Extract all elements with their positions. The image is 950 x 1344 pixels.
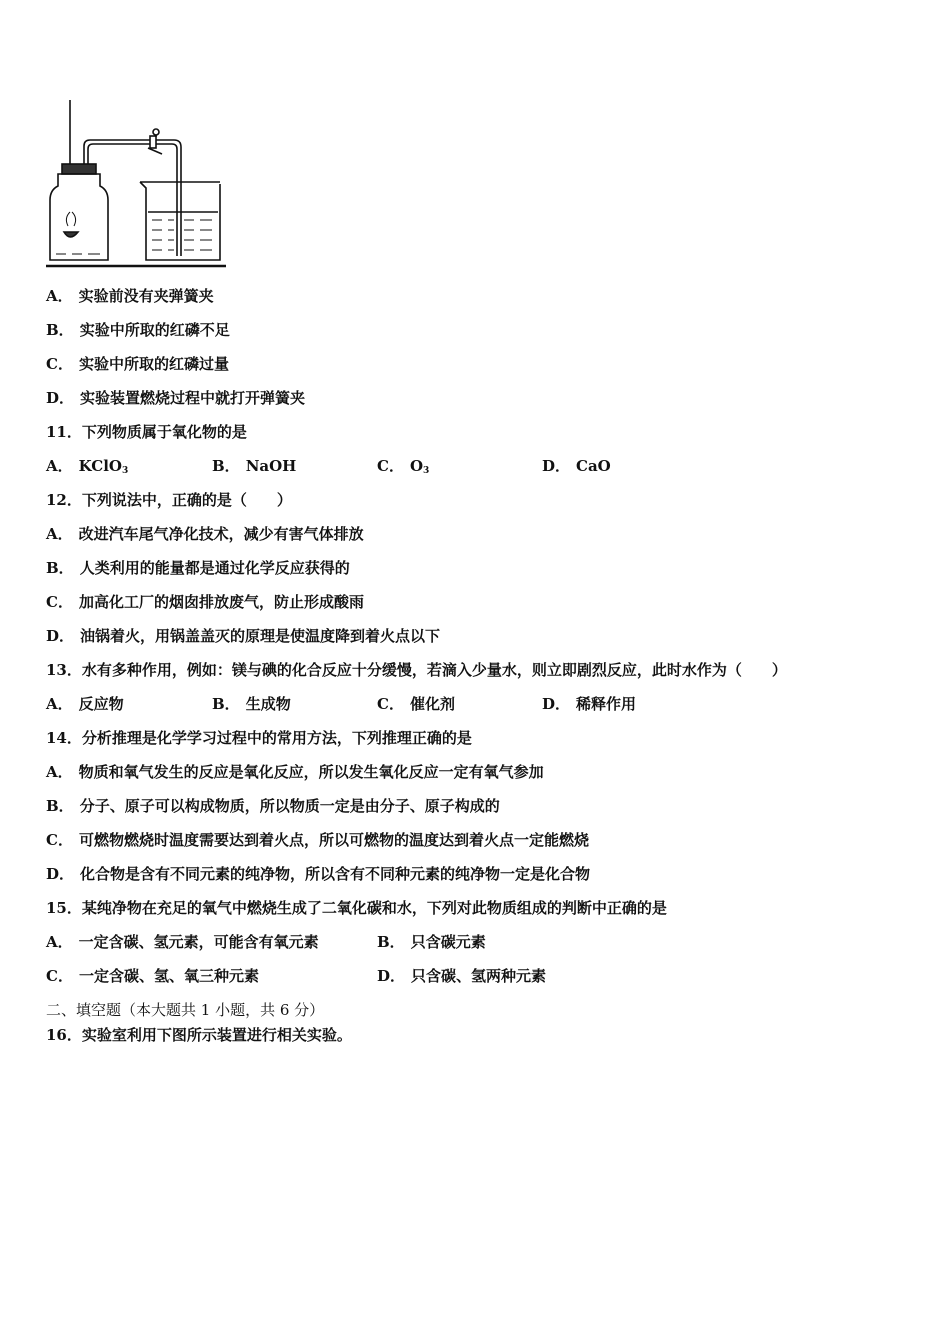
- option-text: 实验前没有夹弹簧夹: [78, 287, 214, 305]
- q11-stem: 11．下列物质属于氧化物的是: [46, 423, 247, 441]
- option-text: NaOH: [245, 457, 297, 475]
- q11-option-d: [542, 456, 611, 476]
- option-text: 物质和氧气发生的反应是氧化反应，所以发生氧化反应一定有氧气参加: [78, 763, 544, 781]
- option-label: A．: [46, 525, 73, 543]
- option-text: 分子、原子可以构成物质，所以物质一定是由分子、原子构成的: [79, 797, 500, 815]
- q12-stem: 12．下列说法中，正确的是（ ）: [46, 491, 292, 509]
- q13-option-b: [212, 694, 291, 714]
- option-text: 加高化工厂的烟囱排放废气，防止形成酸雨: [78, 593, 364, 611]
- option-label: A．: [46, 695, 73, 713]
- option-text: 实验中所取的红磷不足: [79, 321, 230, 339]
- option-label: B．: [46, 559, 74, 577]
- q11-option-c: [377, 456, 429, 481]
- q15-stem: 15．某纯净物在充足的氧气中燃烧生成了二氧化碳和水，下列对此物质组成的判断中正确的是: [46, 899, 667, 917]
- option-text: 实验中所取的红磷过量: [78, 355, 229, 373]
- option-text: 一定含碳、氢元素，可能含有氧元素: [78, 933, 319, 951]
- option-label: C．: [46, 967, 73, 985]
- option-label: C．: [46, 831, 73, 849]
- q14-option-d: [46, 864, 590, 884]
- option-label: C．: [377, 457, 404, 475]
- option-label: A．: [46, 933, 73, 951]
- option-text: 反应物: [78, 695, 124, 713]
- option-label: B．: [212, 457, 240, 475]
- q10-option-c: [46, 354, 229, 374]
- option-text: 只含碳、氢两种元素: [411, 967, 547, 985]
- q10-option-b: [46, 320, 230, 340]
- q13-option-c: [377, 694, 455, 714]
- q14-stem: 14．分析推理是化学学习过程中的常用方法，下列推理正确的是: [46, 729, 472, 747]
- section-2-title: 二、填空题（本大题共 1 小题，共 6 分）: [46, 1001, 325, 1019]
- option-text: 实验装置燃烧过程中就打开弹簧夹: [80, 389, 306, 407]
- apparatus-figure: [44, 96, 234, 272]
- option-text: 只含碳元素: [410, 933, 486, 951]
- q15-option-c: [46, 966, 259, 986]
- q12-option-b: [46, 558, 350, 578]
- option-label: D．: [377, 967, 406, 985]
- option-label: A．: [46, 457, 73, 475]
- option-label: B．: [46, 797, 74, 815]
- option-label: C．: [377, 695, 404, 713]
- option-label: D．: [542, 457, 571, 475]
- option-label: D．: [46, 627, 75, 645]
- q12-option-d: [46, 626, 440, 646]
- q10-option-d: [46, 388, 305, 408]
- option-text: 生成物: [245, 695, 291, 713]
- option-label: A．: [46, 287, 73, 305]
- q13-option-a: [46, 694, 124, 714]
- option-label: C．: [46, 355, 73, 373]
- option-text: CaO: [576, 457, 611, 475]
- option-text: 油锅着火，用锅盖盖灭的原理是使温度降到着火点以下: [80, 627, 441, 645]
- q10-option-a: [46, 286, 214, 306]
- q14-option-a: [46, 762, 544, 782]
- q13-option-d: [542, 694, 636, 714]
- option-text: 一定含碳、氢、氧三种元素: [78, 967, 259, 985]
- option-label: B．: [377, 933, 405, 951]
- option-text: O: [409, 457, 424, 475]
- q12-option-c: [46, 592, 364, 612]
- option-label: B．: [212, 695, 240, 713]
- q14-option-c: [46, 830, 589, 850]
- option-label: D．: [46, 389, 75, 407]
- q11-option-b: [212, 456, 296, 476]
- q15-option-a: [46, 932, 319, 952]
- q15-option-b: [377, 932, 486, 952]
- option-text: 人类利用的能量都是通过化学反应获得的: [79, 559, 350, 577]
- q13-stem: 13．水有多种作用，例如：镁与碘的化合反应十分缓慢，若滴入少量水，则立即剧烈反应，此时水作为（ ）: [46, 661, 787, 679]
- option-label: D．: [46, 865, 75, 883]
- q15-option-d: [377, 966, 546, 986]
- option-label: A．: [46, 763, 73, 781]
- option-text: 改进汽车尾气净化技术，减少有害气体排放: [78, 525, 364, 543]
- q12-option-a: [46, 524, 364, 544]
- subscript: 3: [121, 466, 129, 476]
- option-text: 催化剂: [409, 695, 455, 713]
- option-label: C．: [46, 593, 73, 611]
- option-text: 化合物是含有不同元素的纯净物，所以含有不同种元素的纯净物一定是化合物: [80, 865, 591, 883]
- q11-option-a: [46, 456, 128, 481]
- option-text: 可燃物燃烧时温度需要达到着火点，所以可燃物的温度达到着火点一定能燃烧: [78, 831, 589, 849]
- q14-option-b: [46, 796, 500, 816]
- option-text: KClO: [78, 457, 122, 475]
- q16-stem: 16．实验室利用下图所示装置进行相关实验。: [46, 1026, 352, 1044]
- option-text: 稀释作用: [576, 695, 637, 713]
- option-label: B．: [46, 321, 74, 339]
- option-label: D．: [542, 695, 571, 713]
- subscript: 3: [423, 466, 430, 476]
